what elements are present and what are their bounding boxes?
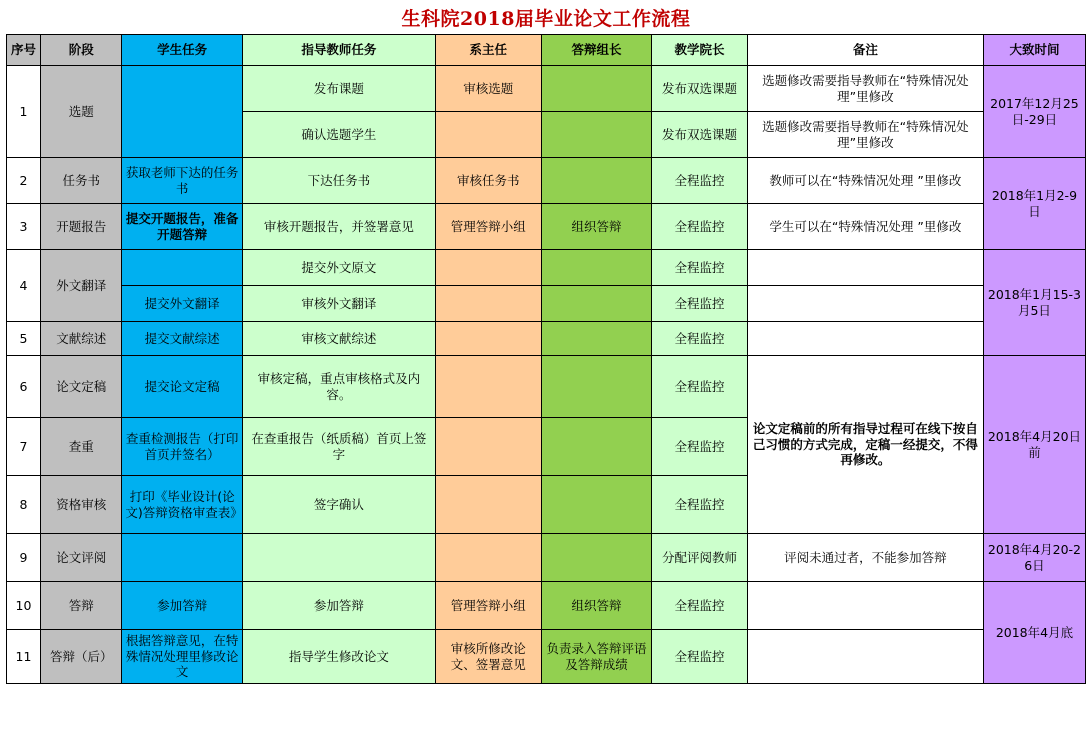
cell-time: 2018年4月20日前: [983, 356, 1085, 534]
cell-remark: 选题修改需要指导教师在“特殊情况处理”里修改: [747, 66, 983, 112]
cell-time: 2018年1月2-9日: [983, 158, 1085, 250]
cell-stage: 选题: [41, 66, 122, 158]
cell-student: 提交开题报告，准备开题答辩: [122, 204, 243, 250]
table-header-row: [7, 35, 1086, 66]
cell-defense: [541, 66, 651, 112]
cell-dean: 全程监控: [652, 286, 748, 322]
cell-student: 提交外文翻译: [122, 286, 243, 322]
table-row: [7, 286, 1086, 322]
cell-defense: [541, 356, 651, 418]
cell-dept: [435, 418, 541, 476]
cell-dept: 审核选题: [435, 66, 541, 112]
cell-stage: 查重: [41, 418, 122, 476]
cell-defense: 负责录入答辩评语及答辩成绩: [541, 630, 651, 684]
cell-defense: [541, 112, 651, 158]
cell-teacher: 下达任务书: [242, 158, 435, 204]
cell-dept: [435, 476, 541, 534]
cell-dept: 审核所修改论文、签署意见: [435, 630, 541, 684]
cell-stage: 论文评阅: [41, 534, 122, 582]
cell-dean: 全程监控: [652, 250, 748, 286]
column-header-defense: 答辩组长: [541, 35, 651, 66]
cell-remark: 评阅未通过者，不能参加答辩: [747, 534, 983, 582]
cell-dept: [435, 322, 541, 356]
cell-remark: [747, 286, 983, 322]
workflow-table: [6, 34, 1086, 684]
cell-student: [122, 66, 243, 158]
cell-stage: 答辩: [41, 582, 122, 630]
cell-dept: [435, 286, 541, 322]
column-header-stage: 阶段: [41, 35, 122, 66]
cell-student: 查重检测报告（打印首页并签名）: [122, 418, 243, 476]
cell-dept: 审核任务书: [435, 158, 541, 204]
cell-defense: 组织答辩: [541, 582, 651, 630]
cell-dean: 全程监控: [652, 418, 748, 476]
column-header-remark: 备注: [747, 35, 983, 66]
cell-defense: [541, 534, 651, 582]
cell-seq: 4: [7, 250, 41, 322]
cell-remark: [747, 582, 983, 630]
cell-seq: 9: [7, 534, 41, 582]
cell-seq: 7: [7, 418, 41, 476]
column-header-dept: 系主任: [435, 35, 541, 66]
cell-dept: [435, 534, 541, 582]
cell-seq: 8: [7, 476, 41, 534]
cell-remark-highlight: 论文定稿前的所有指导过程可在线下按自己习惯的方式完成，定稿一经提交，不得再修改。: [747, 356, 983, 534]
cell-stage: 论文定稿: [41, 356, 122, 418]
cell-student: 提交文献综述: [122, 322, 243, 356]
cell-seq: 2: [7, 158, 41, 204]
cell-defense: [541, 476, 651, 534]
cell-defense: [541, 250, 651, 286]
cell-dean: 全程监控: [652, 204, 748, 250]
column-header-seq: 序号: [7, 35, 41, 66]
cell-dean: 全程监控: [652, 322, 748, 356]
cell-student: [122, 250, 243, 286]
table-row: [7, 158, 1086, 204]
cell-dean: 全程监控: [652, 630, 748, 684]
cell-teacher: [242, 534, 435, 582]
cell-dept: 管理答辩小组: [435, 582, 541, 630]
cell-dept: [435, 250, 541, 286]
cell-defense: [541, 322, 651, 356]
cell-remark: 学生可以在“特殊情况处理 ”里修改: [747, 204, 983, 250]
cell-seq: 3: [7, 204, 41, 250]
cell-remark: 教师可以在“特殊情况处理 ”里修改: [747, 158, 983, 204]
cell-student: 参加答辩: [122, 582, 243, 630]
cell-remark: [747, 322, 983, 356]
cell-dean: 全程监控: [652, 476, 748, 534]
cell-dean: 全程监控: [652, 356, 748, 418]
cell-teacher: 审核外文翻译: [242, 286, 435, 322]
table-row: [7, 66, 1086, 112]
cell-remark: [747, 250, 983, 286]
cell-dean: 发布双选课题: [652, 66, 748, 112]
cell-time: 2018年1月15-3月5日: [983, 250, 1085, 356]
cell-teacher: 审核定稿，重点审核格式及内容。: [242, 356, 435, 418]
cell-remark: [747, 630, 983, 684]
cell-defense: [541, 418, 651, 476]
cell-seq: 6: [7, 356, 41, 418]
cell-teacher: 在查重报告（纸质稿）首页上签字: [242, 418, 435, 476]
cell-teacher: 发布课题: [242, 66, 435, 112]
cell-dean: 全程监控: [652, 158, 748, 204]
cell-time: 2018年4月20-26日: [983, 534, 1085, 582]
column-header-teacher: 指导教师任务: [242, 35, 435, 66]
cell-stage: 任务书: [41, 158, 122, 204]
cell-remark: 选题修改需要指导教师在“特殊情况处理”里修改: [747, 112, 983, 158]
cell-teacher: 签字确认: [242, 476, 435, 534]
cell-dean: 发布双选课题: [652, 112, 748, 158]
cell-seq: 1: [7, 66, 41, 158]
cell-seq: 11: [7, 630, 41, 684]
table-row: [7, 250, 1086, 286]
cell-teacher: 指导学生修改论文: [242, 630, 435, 684]
cell-time: 2018年4月底: [983, 582, 1085, 684]
cell-student: [122, 534, 243, 582]
cell-dean: 分配评阅教师: [652, 534, 748, 582]
table-row: [7, 204, 1086, 250]
cell-stage: 开题报告: [41, 204, 122, 250]
cell-dean: 全程监控: [652, 582, 748, 630]
table-row: [7, 356, 1086, 418]
cell-defense: [541, 158, 651, 204]
cell-dept: [435, 112, 541, 158]
cell-stage: 外文翻译: [41, 250, 122, 322]
cell-student: 根据答辩意见，在特殊情况处理里修改论文: [122, 630, 243, 684]
table-row: [7, 322, 1086, 356]
cell-student: 提交论文定稿: [122, 356, 243, 418]
column-header-time: 大致时间: [983, 35, 1085, 66]
table-row: [7, 630, 1086, 684]
cell-dept: 管理答辩小组: [435, 204, 541, 250]
cell-student: 打印《毕业设计(论文)答辩资格审查表》: [122, 476, 243, 534]
cell-seq: 5: [7, 322, 41, 356]
cell-seq: 10: [7, 582, 41, 630]
table-row: [7, 534, 1086, 582]
cell-stage: 答辩（后）: [41, 630, 122, 684]
cell-teacher: 提交外文原文: [242, 250, 435, 286]
cell-student: 获取老师下达的任务书: [122, 158, 243, 204]
cell-defense: 组织答辩: [541, 204, 651, 250]
cell-teacher: 审核文献综述: [242, 322, 435, 356]
cell-teacher: 审核开题报告，并签署意见: [242, 204, 435, 250]
cell-stage: 文献综述: [41, 322, 122, 356]
cell-teacher: 参加答辩: [242, 582, 435, 630]
cell-stage: 资格审核: [41, 476, 122, 534]
cell-defense: [541, 286, 651, 322]
cell-teacher: 确认选题学生: [242, 112, 435, 158]
column-header-dean: 教学院长: [652, 35, 748, 66]
page-title: 生科院2018届毕业论文工作流程: [401, 8, 691, 30]
column-header-student: 学生任务: [122, 35, 243, 66]
cell-dept: [435, 356, 541, 418]
table-row: [7, 582, 1086, 630]
cell-time: 2017年12月25日-29日: [983, 66, 1085, 158]
